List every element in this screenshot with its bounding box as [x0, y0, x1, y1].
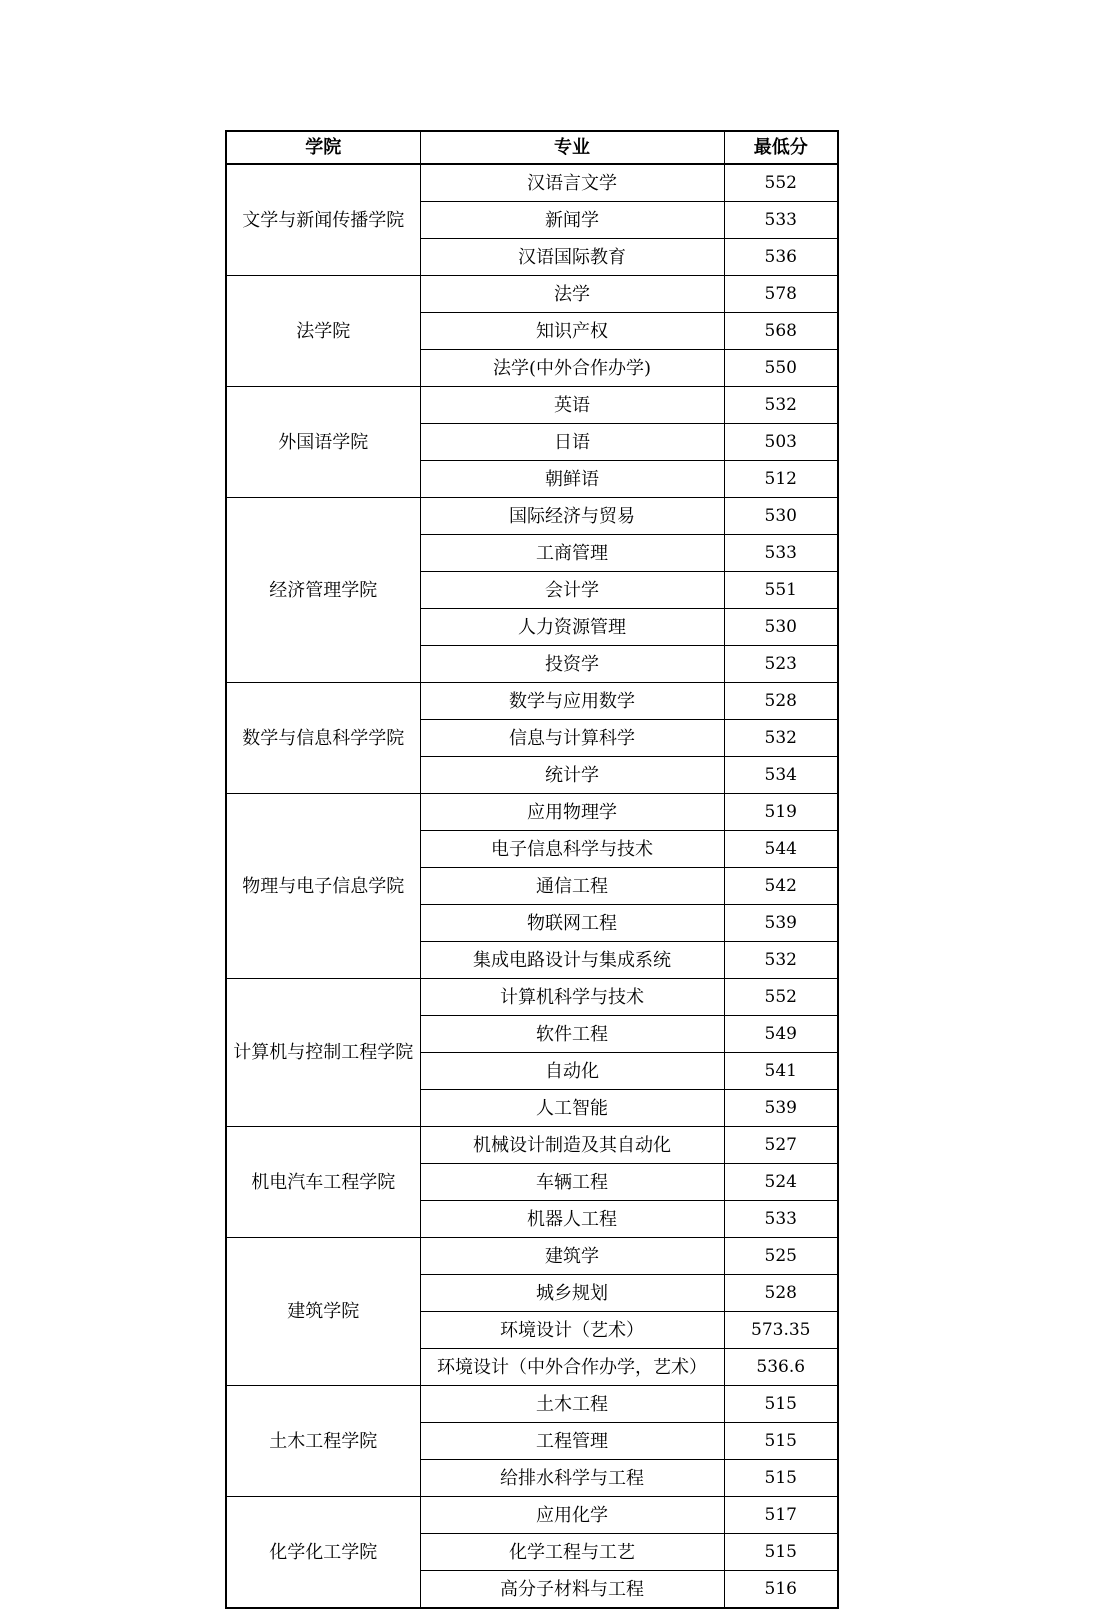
min-score-cell: 512 — [724, 461, 838, 498]
major-cell: 应用物理学 — [420, 794, 724, 831]
min-score-cell: 515 — [724, 1386, 838, 1423]
major-cell: 会计学 — [420, 572, 724, 609]
major-cell: 人工智能 — [420, 1090, 724, 1127]
table-row — [226, 1386, 838, 1423]
major-cell: 国际经济与贸易 — [420, 498, 724, 535]
major-cell: 给排水科学与工程 — [420, 1460, 724, 1497]
header-major: 专业 — [420, 131, 724, 164]
min-score-cell: 527 — [724, 1127, 838, 1164]
min-score-cell: 515 — [724, 1534, 838, 1571]
major-cell: 通信工程 — [420, 868, 724, 905]
major-cell: 机械设计制造及其自动化 — [420, 1127, 724, 1164]
header-row — [226, 131, 838, 164]
min-score-cell: 552 — [724, 979, 838, 1016]
table-body — [226, 164, 838, 1608]
major-cell: 化学工程与工艺 — [420, 1534, 724, 1571]
major-cell: 集成电路设计与集成系统 — [420, 942, 724, 979]
min-score-cell: 530 — [724, 609, 838, 646]
min-score-cell: 550 — [724, 350, 838, 387]
min-score-cell: 532 — [724, 720, 838, 757]
table-row — [226, 794, 838, 831]
major-cell: 机器人工程 — [420, 1201, 724, 1238]
table-row — [226, 498, 838, 535]
min-score-cell: 551 — [724, 572, 838, 609]
min-score-cell: 524 — [724, 1164, 838, 1201]
min-score-cell: 533 — [724, 535, 838, 572]
min-score-cell: 533 — [724, 202, 838, 239]
header-min-score: 最低分 — [724, 131, 838, 164]
min-score-cell: 532 — [724, 387, 838, 424]
min-score-cell: 523 — [724, 646, 838, 683]
major-cell: 投资学 — [420, 646, 724, 683]
college-cell: 计算机与控制工程学院 — [226, 979, 420, 1127]
min-score-cell: 573.35 — [724, 1312, 838, 1349]
min-score-cell: 517 — [724, 1497, 838, 1534]
min-score-cell: 519 — [724, 794, 838, 831]
min-score-cell: 516 — [724, 1571, 838, 1609]
major-cell: 人力资源管理 — [420, 609, 724, 646]
min-score-cell: 541 — [724, 1053, 838, 1090]
college-cell: 文学与新闻传播学院 — [226, 164, 420, 276]
major-cell: 法学 — [420, 276, 724, 313]
major-cell: 建筑学 — [420, 1238, 724, 1275]
major-cell: 信息与计算科学 — [420, 720, 724, 757]
table-row — [226, 1127, 838, 1164]
college-cell: 化学化工学院 — [226, 1497, 420, 1609]
min-score-cell: 549 — [724, 1016, 838, 1053]
table-row — [226, 683, 838, 720]
min-score-cell: 534 — [724, 757, 838, 794]
major-cell: 电子信息科学与技术 — [420, 831, 724, 868]
major-cell: 英语 — [420, 387, 724, 424]
min-score-cell: 528 — [724, 1275, 838, 1312]
major-cell: 工商管理 — [420, 535, 724, 572]
major-cell: 物联网工程 — [420, 905, 724, 942]
min-score-cell: 515 — [724, 1423, 838, 1460]
college-cell: 物理与电子信息学院 — [226, 794, 420, 979]
major-cell: 知识产权 — [420, 313, 724, 350]
major-cell: 计算机科学与技术 — [420, 979, 724, 1016]
min-score-cell: 532 — [724, 942, 838, 979]
major-cell: 法学(中外合作办学) — [420, 350, 724, 387]
header-college: 学院 — [226, 131, 420, 164]
table-row — [226, 979, 838, 1016]
table-row — [226, 164, 838, 202]
college-cell: 法学院 — [226, 276, 420, 387]
min-score-cell: 578 — [724, 276, 838, 313]
min-score-cell: 536.6 — [724, 1349, 838, 1386]
major-cell: 车辆工程 — [420, 1164, 724, 1201]
min-score-cell: 530 — [724, 498, 838, 535]
major-cell: 汉语国际教育 — [420, 239, 724, 276]
table-row — [226, 1238, 838, 1275]
min-score-cell: 503 — [724, 424, 838, 461]
major-cell: 高分子材料与工程 — [420, 1571, 724, 1609]
major-cell: 统计学 — [420, 757, 724, 794]
table-row — [226, 1497, 838, 1534]
min-score-cell: 533 — [724, 1201, 838, 1238]
college-cell: 经济管理学院 — [226, 498, 420, 683]
major-cell: 环境设计（中外合作办学，艺术） — [420, 1349, 724, 1386]
min-score-cell: 525 — [724, 1238, 838, 1275]
major-cell: 数学与应用数学 — [420, 683, 724, 720]
college-cell: 数学与信息科学学院 — [226, 683, 420, 794]
score-table — [225, 130, 839, 1609]
min-score-cell: 539 — [724, 1090, 838, 1127]
table-row — [226, 387, 838, 424]
min-score-cell: 528 — [724, 683, 838, 720]
min-score-cell: 568 — [724, 313, 838, 350]
major-cell: 城乡规划 — [420, 1275, 724, 1312]
major-cell: 土木工程 — [420, 1386, 724, 1423]
min-score-cell: 542 — [724, 868, 838, 905]
min-score-cell: 544 — [724, 831, 838, 868]
college-cell: 土木工程学院 — [226, 1386, 420, 1497]
min-score-cell: 515 — [724, 1460, 838, 1497]
major-cell: 环境设计（艺术） — [420, 1312, 724, 1349]
major-cell: 工程管理 — [420, 1423, 724, 1460]
table-row — [226, 276, 838, 313]
min-score-cell: 536 — [724, 239, 838, 276]
college-cell: 机电汽车工程学院 — [226, 1127, 420, 1238]
major-cell: 应用化学 — [420, 1497, 724, 1534]
min-score-cell: 539 — [724, 905, 838, 942]
major-cell: 日语 — [420, 424, 724, 461]
major-cell: 汉语言文学 — [420, 164, 724, 202]
college-cell: 建筑学院 — [226, 1238, 420, 1386]
major-cell: 软件工程 — [420, 1016, 724, 1053]
major-cell: 自动化 — [420, 1053, 724, 1090]
major-cell: 朝鲜语 — [420, 461, 724, 498]
college-cell: 外国语学院 — [226, 387, 420, 498]
major-cell: 新闻学 — [420, 202, 724, 239]
min-score-cell: 552 — [724, 164, 838, 202]
